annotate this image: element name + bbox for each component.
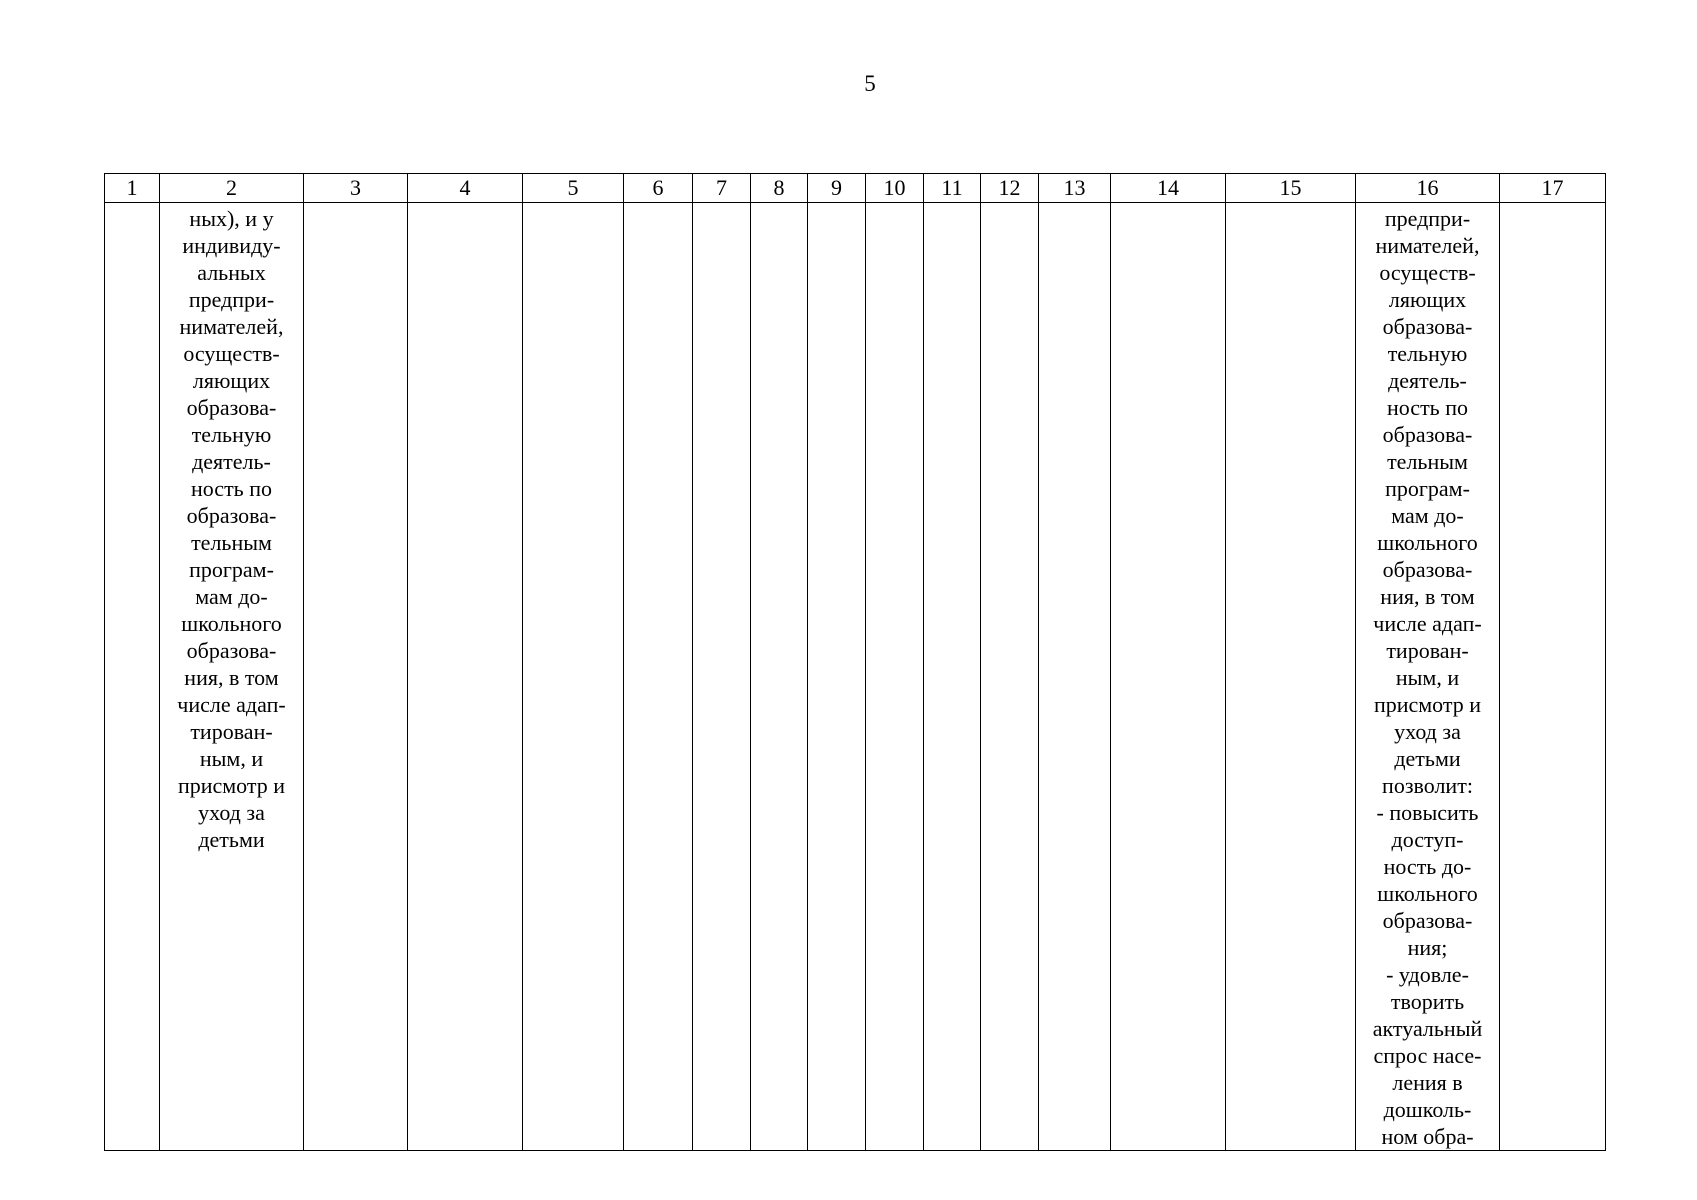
cell-col-4 [408,203,523,1151]
cell-col-17 [1500,203,1606,1151]
column-header-8: 8 [751,174,808,203]
cell-col-8 [751,203,808,1151]
cell-col-13 [1039,203,1111,1151]
cell-col-5 [523,203,624,1151]
cell-col-14 [1111,203,1226,1151]
column-header-7: 7 [693,174,751,203]
page-number: 5 [864,71,876,96]
column-header-16: 16 [1356,174,1500,203]
cell-col-16: предпри- нимателей, осуществ- ляющих образова- тельную деятель- ность по образова- тельным програм- мам до- школьного образова- ния, в том числе адап- тирован- ным, и присмотр и уход за детьми позволит: - повысить доступ- ность до- школьного образова- ния; - удовле- творить актуальный спрос насе- ления в дошколь- ном обра- [1356,203,1500,1151]
column-header-10: 10 [866,174,924,203]
header-row [105,174,1606,203]
cell-col-1 [105,203,160,1151]
column-header-2: 2 [160,174,304,203]
cell-col-9 [808,203,866,1151]
column-header-5: 5 [523,174,624,203]
column-header-12: 12 [981,174,1039,203]
column-header-15: 15 [1226,174,1356,203]
column-header-17: 17 [1500,174,1606,203]
column-header-11: 11 [924,174,981,203]
column-header-13: 13 [1039,174,1111,203]
table-row [105,203,1606,1151]
column-header-6: 6 [624,174,693,203]
cell-col-7 [693,203,751,1151]
cell-col-12 [981,203,1039,1151]
column-header-9: 9 [808,174,866,203]
column-header-1: 1 [105,174,160,203]
cell-col-11 [924,203,981,1151]
cell-col-15 [1226,203,1356,1151]
column-header-14: 14 [1111,174,1226,203]
cell-col-3 [304,203,408,1151]
column-header-4: 4 [408,174,523,203]
data-table [104,173,1606,1151]
cell-col-6 [624,203,693,1151]
cell-col-10 [866,203,924,1151]
column-header-3: 3 [304,174,408,203]
cell-col-2: ных), и у индивиду- альных предпри- нимателей, осуществ- ляющих образова- тельную деятель- ность по образова- тельным програм- мам до- школьного образова- ния, в том числе адап- тирован- ным, и присмотр и уход за детьми [160,203,304,1151]
